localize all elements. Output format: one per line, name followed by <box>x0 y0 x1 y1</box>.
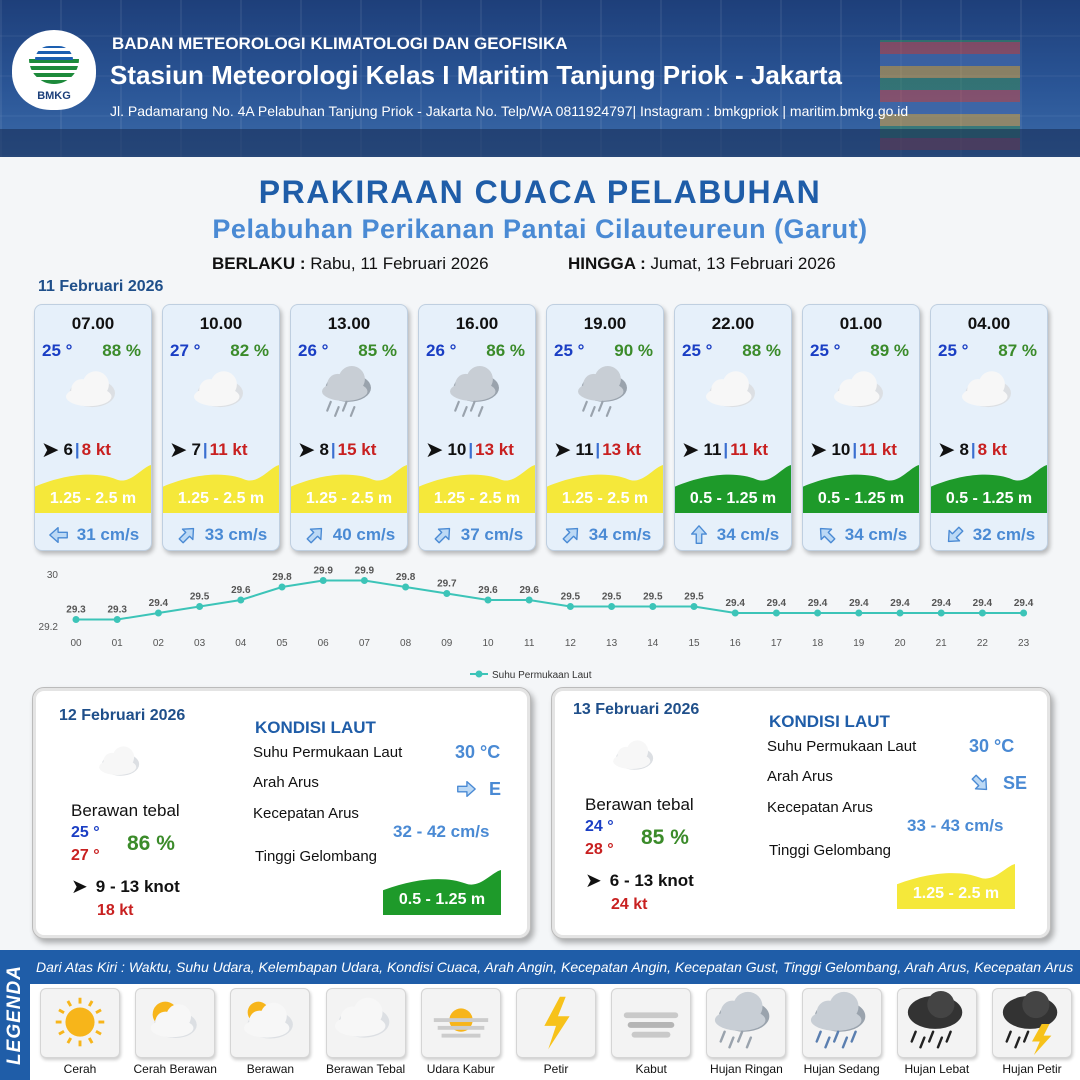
wind-arrow-icon: ➤ <box>41 437 60 462</box>
day-wind <box>71 874 180 899</box>
data-label: 29.4 <box>148 598 169 609</box>
legend-item-label: Udara Kabur <box>426 1062 495 1076</box>
legend-item-label: Berawan <box>246 1062 295 1076</box>
current-speed-value: 32 - 42 cm/s <box>393 822 490 841</box>
data-point <box>320 577 327 584</box>
wind-separator: | <box>330 440 336 459</box>
legend-item-label: Cerah <box>63 1062 97 1076</box>
wind-separator: | <box>74 440 80 459</box>
legend-item <box>322 988 410 1080</box>
wind-gust: 11 kt <box>209 440 248 459</box>
wind-gust: 11 kt <box>730 440 768 459</box>
forecast-time: 13.00 <box>327 314 371 333</box>
udara-kabur-icon <box>421 988 501 1058</box>
data-label: 29.9 <box>354 565 375 577</box>
forecast-temp: 27 ° <box>170 341 201 360</box>
day-temp-max: 27 ° <box>71 847 100 864</box>
data-label: 29.6 <box>478 585 498 596</box>
page-subtitle: Pelabuhan Perikanan Pantai Cilauteureun (Garut) <box>212 214 868 244</box>
legend-item-label: Hujan Sedang <box>803 1062 880 1076</box>
data-label: 29.3 <box>66 604 86 616</box>
data-label: 29.5 <box>560 591 581 603</box>
legend-item <box>607 988 695 1080</box>
current-arrow-icon <box>815 524 839 546</box>
sst-value: 30 °C <box>455 742 501 762</box>
validity-from-label: BERLAKU : <box>212 254 306 273</box>
wave-height: 1.25 - 2.5 m <box>49 490 137 507</box>
forecast-wind <box>425 439 514 461</box>
data-label: 29.5 <box>643 591 663 603</box>
wind-arrow-icon: ➤ <box>297 437 316 462</box>
x-tick-label: 21 <box>935 638 947 649</box>
hujan-ringan-icon <box>571 363 641 425</box>
data-label: 29.8 <box>272 572 292 583</box>
current-info <box>419 517 535 551</box>
current-speed: 34 cm/s <box>716 524 780 544</box>
validity-to <box>568 254 836 274</box>
data-point <box>1020 610 1027 617</box>
wind-gust: 13 kt <box>602 440 641 459</box>
wind-gust: 8 kt <box>977 440 1007 459</box>
forecast-time: 16.00 <box>455 314 499 333</box>
wind-arrow-icon: ➤ <box>169 437 188 462</box>
current-info <box>291 517 407 551</box>
wind-separator: | <box>595 440 601 459</box>
x-tick-label: 04 <box>235 638 247 649</box>
forecast-humidity: 90 % <box>614 341 653 360</box>
data-point <box>608 603 615 610</box>
forecast-humidity: 89 % <box>870 341 909 360</box>
wind-speed: 10 <box>831 440 851 459</box>
forecast-card <box>930 304 1048 551</box>
data-point <box>732 610 739 617</box>
current-speed: 33 cm/s <box>204 524 268 544</box>
berawan-tebal-icon <box>187 363 257 425</box>
current-arrow-icon <box>303 524 327 546</box>
day-panel-2 <box>551 687 1051 939</box>
wave-height: 0.5 - 1.25 m <box>945 490 1033 507</box>
legend-item-label: Hujan Petir <box>1002 1062 1062 1076</box>
wave-height: 1.25 - 2.5 m <box>177 490 265 507</box>
forecast-wind <box>41 439 111 461</box>
wind-speed: 8 <box>959 440 969 459</box>
forecast-temp: 25 ° <box>554 341 585 360</box>
current-dir-value: SE <box>1003 773 1028 793</box>
current-dir-label: Arah Arus <box>253 774 319 791</box>
header-banner <box>0 0 1080 157</box>
x-tick-label: 15 <box>688 638 700 649</box>
current-dir-value: E <box>489 779 502 799</box>
current-info <box>547 517 663 551</box>
wind-arrow-icon: ➤ <box>809 437 828 462</box>
hujan-ringan-icon <box>315 363 385 425</box>
wind-arrow-icon: ➤ <box>681 437 700 462</box>
forecast-card <box>418 304 536 551</box>
forecast-humidity: 88 % <box>742 341 781 360</box>
legend-item <box>131 988 219 1080</box>
header-floor-decoration <box>0 129 1080 157</box>
forecast-wind <box>681 439 768 461</box>
forecast-humidity: 85 % <box>358 341 397 360</box>
wind-speed: 8 <box>319 440 329 459</box>
legend-description: Dari Atas Kiri : Waktu, Suhu Udara, Kelembapan Udara, Kondisi Cuaca, Arah Angin, Kecepatan Angin, Kecepatan Gust, Tinggi Gelombang, Arah Arus, Kecepatan Arus <box>36 959 1074 975</box>
current-arrow-icon <box>175 524 199 546</box>
day-temp-min: 24 ° <box>585 818 614 835</box>
current-dir-label: Arah Arus <box>767 768 833 785</box>
legend-item <box>798 988 886 1080</box>
berawan-tebal-icon <box>955 363 1025 425</box>
kondisi-laut-title: KONDISI LAUT <box>769 712 890 731</box>
day-humidity: 85 % <box>641 826 689 849</box>
wind-separator: | <box>468 440 474 459</box>
legend-marker <box>476 671 483 678</box>
bmkg-logo-text: BMKG <box>37 90 71 102</box>
data-label: 29.6 <box>519 585 539 596</box>
data-label: 29.5 <box>601 591 622 603</box>
data-point <box>443 590 450 597</box>
data-label: 29.5 <box>684 591 704 603</box>
berawan-tebal-icon <box>59 363 129 425</box>
forecast-time: 01.00 <box>839 314 883 333</box>
data-point <box>526 597 533 604</box>
x-tick-label: 18 <box>812 638 824 649</box>
current-arrow-icon <box>453 778 479 800</box>
legend-item <box>702 988 790 1080</box>
wind-separator: | <box>202 440 208 459</box>
wave-height: 1.25 - 2.5 m <box>561 490 649 507</box>
wind-gust: 8 kt <box>81 440 111 459</box>
current-arrow-icon <box>431 524 455 546</box>
hujan-petir-icon <box>992 988 1072 1058</box>
legend-item <box>36 988 124 1080</box>
forecast-time: 04.00 <box>967 314 1011 333</box>
data-label: 29.7 <box>437 578 457 590</box>
y-tick-label: 29.2 <box>38 622 58 633</box>
sst-chart <box>30 560 1060 685</box>
wave-height: 1.25 - 2.5 m <box>912 885 1000 902</box>
wind-gust: 15 kt <box>337 440 377 459</box>
legend-item <box>512 988 600 1080</box>
current-info <box>35 517 151 551</box>
day-humidity: 86 % <box>127 832 175 855</box>
data-label: 29.4 <box>849 598 869 609</box>
wave-height: 0.5 - 1.25 m <box>817 490 905 507</box>
forecast-temp: 25 ° <box>42 341 73 360</box>
legend-side-title: LEGENDA <box>4 965 25 1065</box>
data-point <box>73 616 80 623</box>
current-speed-label: Kecepatan Arus <box>253 805 359 822</box>
petir-icon <box>516 988 596 1058</box>
x-tick-label: 08 <box>400 638 412 649</box>
berawan-tebal-icon <box>827 363 897 425</box>
current-arrow-icon <box>687 524 711 546</box>
sst-value: 30 °C <box>969 736 1015 756</box>
x-tick-label: 01 <box>111 638 123 649</box>
wind-separator: | <box>970 440 976 459</box>
wind-separator: | <box>852 440 858 459</box>
day-temp-max: 28 ° <box>585 841 614 858</box>
data-point <box>155 610 162 617</box>
sst-label: Suhu Permukaan Laut <box>767 738 917 755</box>
data-point <box>691 603 698 610</box>
legend-item-label: Cerah Berawan <box>133 1062 217 1076</box>
data-point <box>196 603 203 610</box>
wind-speed: 11 <box>575 440 594 459</box>
data-label: 29.4 <box>1013 598 1034 609</box>
legend-item <box>893 988 981 1080</box>
x-tick-label: 07 <box>358 638 370 649</box>
cerah-icon <box>40 988 120 1058</box>
current-arrow-icon <box>943 524 967 546</box>
bmkg-logo <box>12 30 96 110</box>
current-arrow-icon <box>559 524 583 546</box>
data-point <box>402 584 409 591</box>
data-point <box>855 610 862 617</box>
bmkg-logo-emblem <box>29 58 79 84</box>
wave-height: 0.5 - 1.25 m <box>689 490 777 507</box>
wind-arrow-icon: ➤ <box>71 876 88 898</box>
data-point <box>279 584 286 591</box>
data-point <box>361 577 368 584</box>
x-tick-label: 06 <box>317 638 329 649</box>
x-tick-label: 19 <box>853 638 865 649</box>
current-speed-label: Kecepatan Arus <box>767 799 873 816</box>
legend-item-label: Hujan Ringan <box>710 1062 783 1076</box>
sst-chart-svg <box>30 560 1060 685</box>
berawan-tebal-icon <box>699 363 769 425</box>
x-tick-label: 12 <box>564 638 576 649</box>
berawan-icon <box>230 988 310 1058</box>
data-label: 29.4 <box>725 598 745 609</box>
x-tick-label: 13 <box>606 638 618 649</box>
wind-gust: 13 kt <box>475 440 514 459</box>
current-speed: 34 cm/s <box>588 524 652 544</box>
data-point <box>897 610 904 617</box>
legend <box>0 950 1080 1080</box>
day-temp-min: 25 ° <box>71 824 100 841</box>
legend-item <box>417 988 505 1080</box>
forecast-card <box>34 304 152 551</box>
forecast-temp: 25 ° <box>810 341 841 360</box>
forecast-temp: 26 ° <box>298 341 329 360</box>
forecast-temp: 25 ° <box>938 341 969 360</box>
berawan-tebal-icon <box>605 734 667 784</box>
current-info <box>675 517 791 551</box>
forecast-card <box>546 304 664 551</box>
x-tick-label: 03 <box>194 638 206 649</box>
x-tick-label: 02 <box>152 638 164 649</box>
wind-arrow-icon: ➤ <box>425 437 444 462</box>
wave-label: Tinggi Gelombang <box>769 842 892 859</box>
wind-separator: | <box>723 440 729 459</box>
wind-gust: 11 kt <box>859 440 897 459</box>
forecast-time: 07.00 <box>71 314 115 333</box>
forecast-humidity: 87 % <box>998 341 1037 360</box>
current-arrow-icon <box>47 524 71 546</box>
forecast-card <box>290 304 408 551</box>
wind-speed: 11 <box>703 440 722 459</box>
day-date: 12 Februari 2026 <box>59 707 186 724</box>
day-gust: 18 kt <box>97 902 134 919</box>
data-point <box>814 610 821 617</box>
day-gust: 24 kt <box>611 896 648 913</box>
validity-to-value: Jumat, 13 Februari 2026 <box>650 254 836 273</box>
data-label: 29.4 <box>972 598 993 609</box>
forecast-humidity: 88 % <box>102 341 141 360</box>
day-wind-range: 6 - 13 knot <box>609 870 694 890</box>
data-label: 29.6 <box>231 585 251 596</box>
hujan-ringan-icon <box>443 363 513 425</box>
data-label: 29.8 <box>395 572 416 583</box>
data-label: 29.4 <box>931 598 951 609</box>
forecast-wind <box>553 439 641 461</box>
data-point <box>567 603 574 610</box>
validity-to-label: HINGGA : <box>568 254 646 273</box>
wind-arrow-icon: ➤ <box>585 870 602 892</box>
validity-from <box>212 254 489 274</box>
data-label: 29.4 <box>807 598 828 609</box>
data-point <box>649 603 656 610</box>
data-point <box>773 610 780 617</box>
wind-arrow-icon: ➤ <box>553 437 572 462</box>
wind-arrow-icon: ➤ <box>937 437 956 462</box>
wave-height: 1.25 - 2.5 m <box>433 490 521 507</box>
x-tick-label: 10 <box>482 638 494 649</box>
station-address: Jl. Padamarang No. 4A Pelabuhan Tanjung Priok - Jakarta No. Telp/WA 0811924797| Instagram : bmkgpriok | maritim.bmkg.go.id <box>110 103 909 119</box>
day-date: 13 Februari 2026 <box>573 701 700 718</box>
x-tick-label: 23 <box>1018 638 1030 649</box>
wind-speed: 6 <box>63 440 73 459</box>
forecast-wind <box>937 439 1007 461</box>
forecast-time: 10.00 <box>199 314 243 333</box>
wave-label: Tinggi Gelombang <box>255 848 378 865</box>
day-condition: Berawan tebal <box>585 795 694 814</box>
cerah-berawan-icon <box>135 988 215 1058</box>
forecast-card <box>674 304 792 551</box>
day-wind-range: 9 - 13 knot <box>95 876 180 896</box>
validity-from-value: Rabu, 11 Februari 2026 <box>310 254 489 273</box>
legend-item-label: Hujan Lebat <box>904 1062 970 1076</box>
current-speed: 31 cm/s <box>76 524 140 544</box>
berawan-tebal-icon <box>326 988 406 1058</box>
current-speed: 32 cm/s <box>972 524 1036 544</box>
x-tick-label: 09 <box>441 638 453 649</box>
day-wind <box>585 868 694 893</box>
legend-item-label: Petir <box>543 1062 569 1076</box>
hujan-ringan-icon <box>706 988 786 1058</box>
legend-item-label: Kabut <box>635 1062 667 1076</box>
forecast-card <box>162 304 280 551</box>
day-condition: Berawan tebal <box>71 801 180 820</box>
current-info <box>931 517 1047 551</box>
legend-item <box>988 988 1076 1080</box>
wave-height: 0.5 - 1.25 m <box>398 891 486 908</box>
data-label: 29.9 <box>313 565 333 577</box>
current-speed: 34 cm/s <box>844 524 908 544</box>
current-info <box>803 517 919 551</box>
forecast-humidity: 86 % <box>486 341 525 360</box>
forecast-humidity: 82 % <box>230 341 269 360</box>
forecast-wind <box>169 439 247 461</box>
x-tick-label: 22 <box>976 638 988 649</box>
x-tick-label: 16 <box>729 638 741 649</box>
day-panel-1 <box>32 687 531 939</box>
forecast-time: 19.00 <box>583 314 627 333</box>
forecast-temp: 25 ° <box>682 341 713 360</box>
x-tick-label: 05 <box>276 638 288 649</box>
hujan-sedang-icon <box>802 988 882 1058</box>
wind-speed: 7 <box>191 440 201 459</box>
data-point <box>938 610 945 617</box>
data-point <box>114 616 121 623</box>
page-title: PRAKIRAAN CUACA PELABUHAN <box>258 174 822 210</box>
wave-height: 1.25 - 2.5 m <box>305 490 393 507</box>
legend-label: Suhu Permukaan Laut <box>492 670 592 681</box>
data-label: 29.4 <box>890 598 910 609</box>
current-speed-value: 33 - 43 cm/s <box>907 816 1004 835</box>
day1-date: 11 Februari 2026 <box>38 278 164 295</box>
data-point <box>979 610 986 617</box>
x-tick-label: 20 <box>894 638 906 649</box>
sst-label: Suhu Permukaan Laut <box>253 744 403 761</box>
x-tick-label: 14 <box>647 638 659 649</box>
data-label: 29.4 <box>766 598 787 609</box>
hujan-lebat-icon <box>897 988 977 1058</box>
current-info <box>163 517 279 551</box>
legend-item-label: Berawan Tebal <box>326 1062 406 1076</box>
kondisi-laut-title: KONDISI LAUT <box>255 718 376 737</box>
forecast-temp: 26 ° <box>426 341 457 360</box>
kabut-icon <box>611 988 691 1058</box>
current-speed: 40 cm/s <box>332 524 396 544</box>
forecast-wind <box>297 439 376 461</box>
forecast-wind <box>809 439 897 461</box>
agency-name: BADAN METEOROLOGI KLIMATOLOGI DAN GEOFISIKA <box>112 34 568 53</box>
data-label: 29.3 <box>107 604 127 616</box>
berawan-tebal-icon <box>91 740 153 790</box>
data-label: 29.5 <box>189 591 210 603</box>
wind-speed: 10 <box>447 440 467 459</box>
station-name: Stasiun Meteorologi Kelas I Maritim Tanjung Priok - Jakarta <box>110 60 843 90</box>
x-tick-label: 00 <box>70 638 82 649</box>
forecast-card <box>802 304 920 551</box>
data-point <box>485 597 492 604</box>
forecast-time: 22.00 <box>711 314 755 333</box>
current-speed: 37 cm/s <box>460 524 524 544</box>
x-tick-label: 17 <box>770 638 782 649</box>
x-tick-label: 11 <box>524 638 535 649</box>
legend-item <box>226 988 314 1080</box>
legend-items <box>30 984 1080 1080</box>
y-tick-label: 30 <box>46 570 58 581</box>
series-line <box>76 578 1024 620</box>
current-arrow-icon <box>967 772 993 794</box>
data-point <box>237 597 244 604</box>
